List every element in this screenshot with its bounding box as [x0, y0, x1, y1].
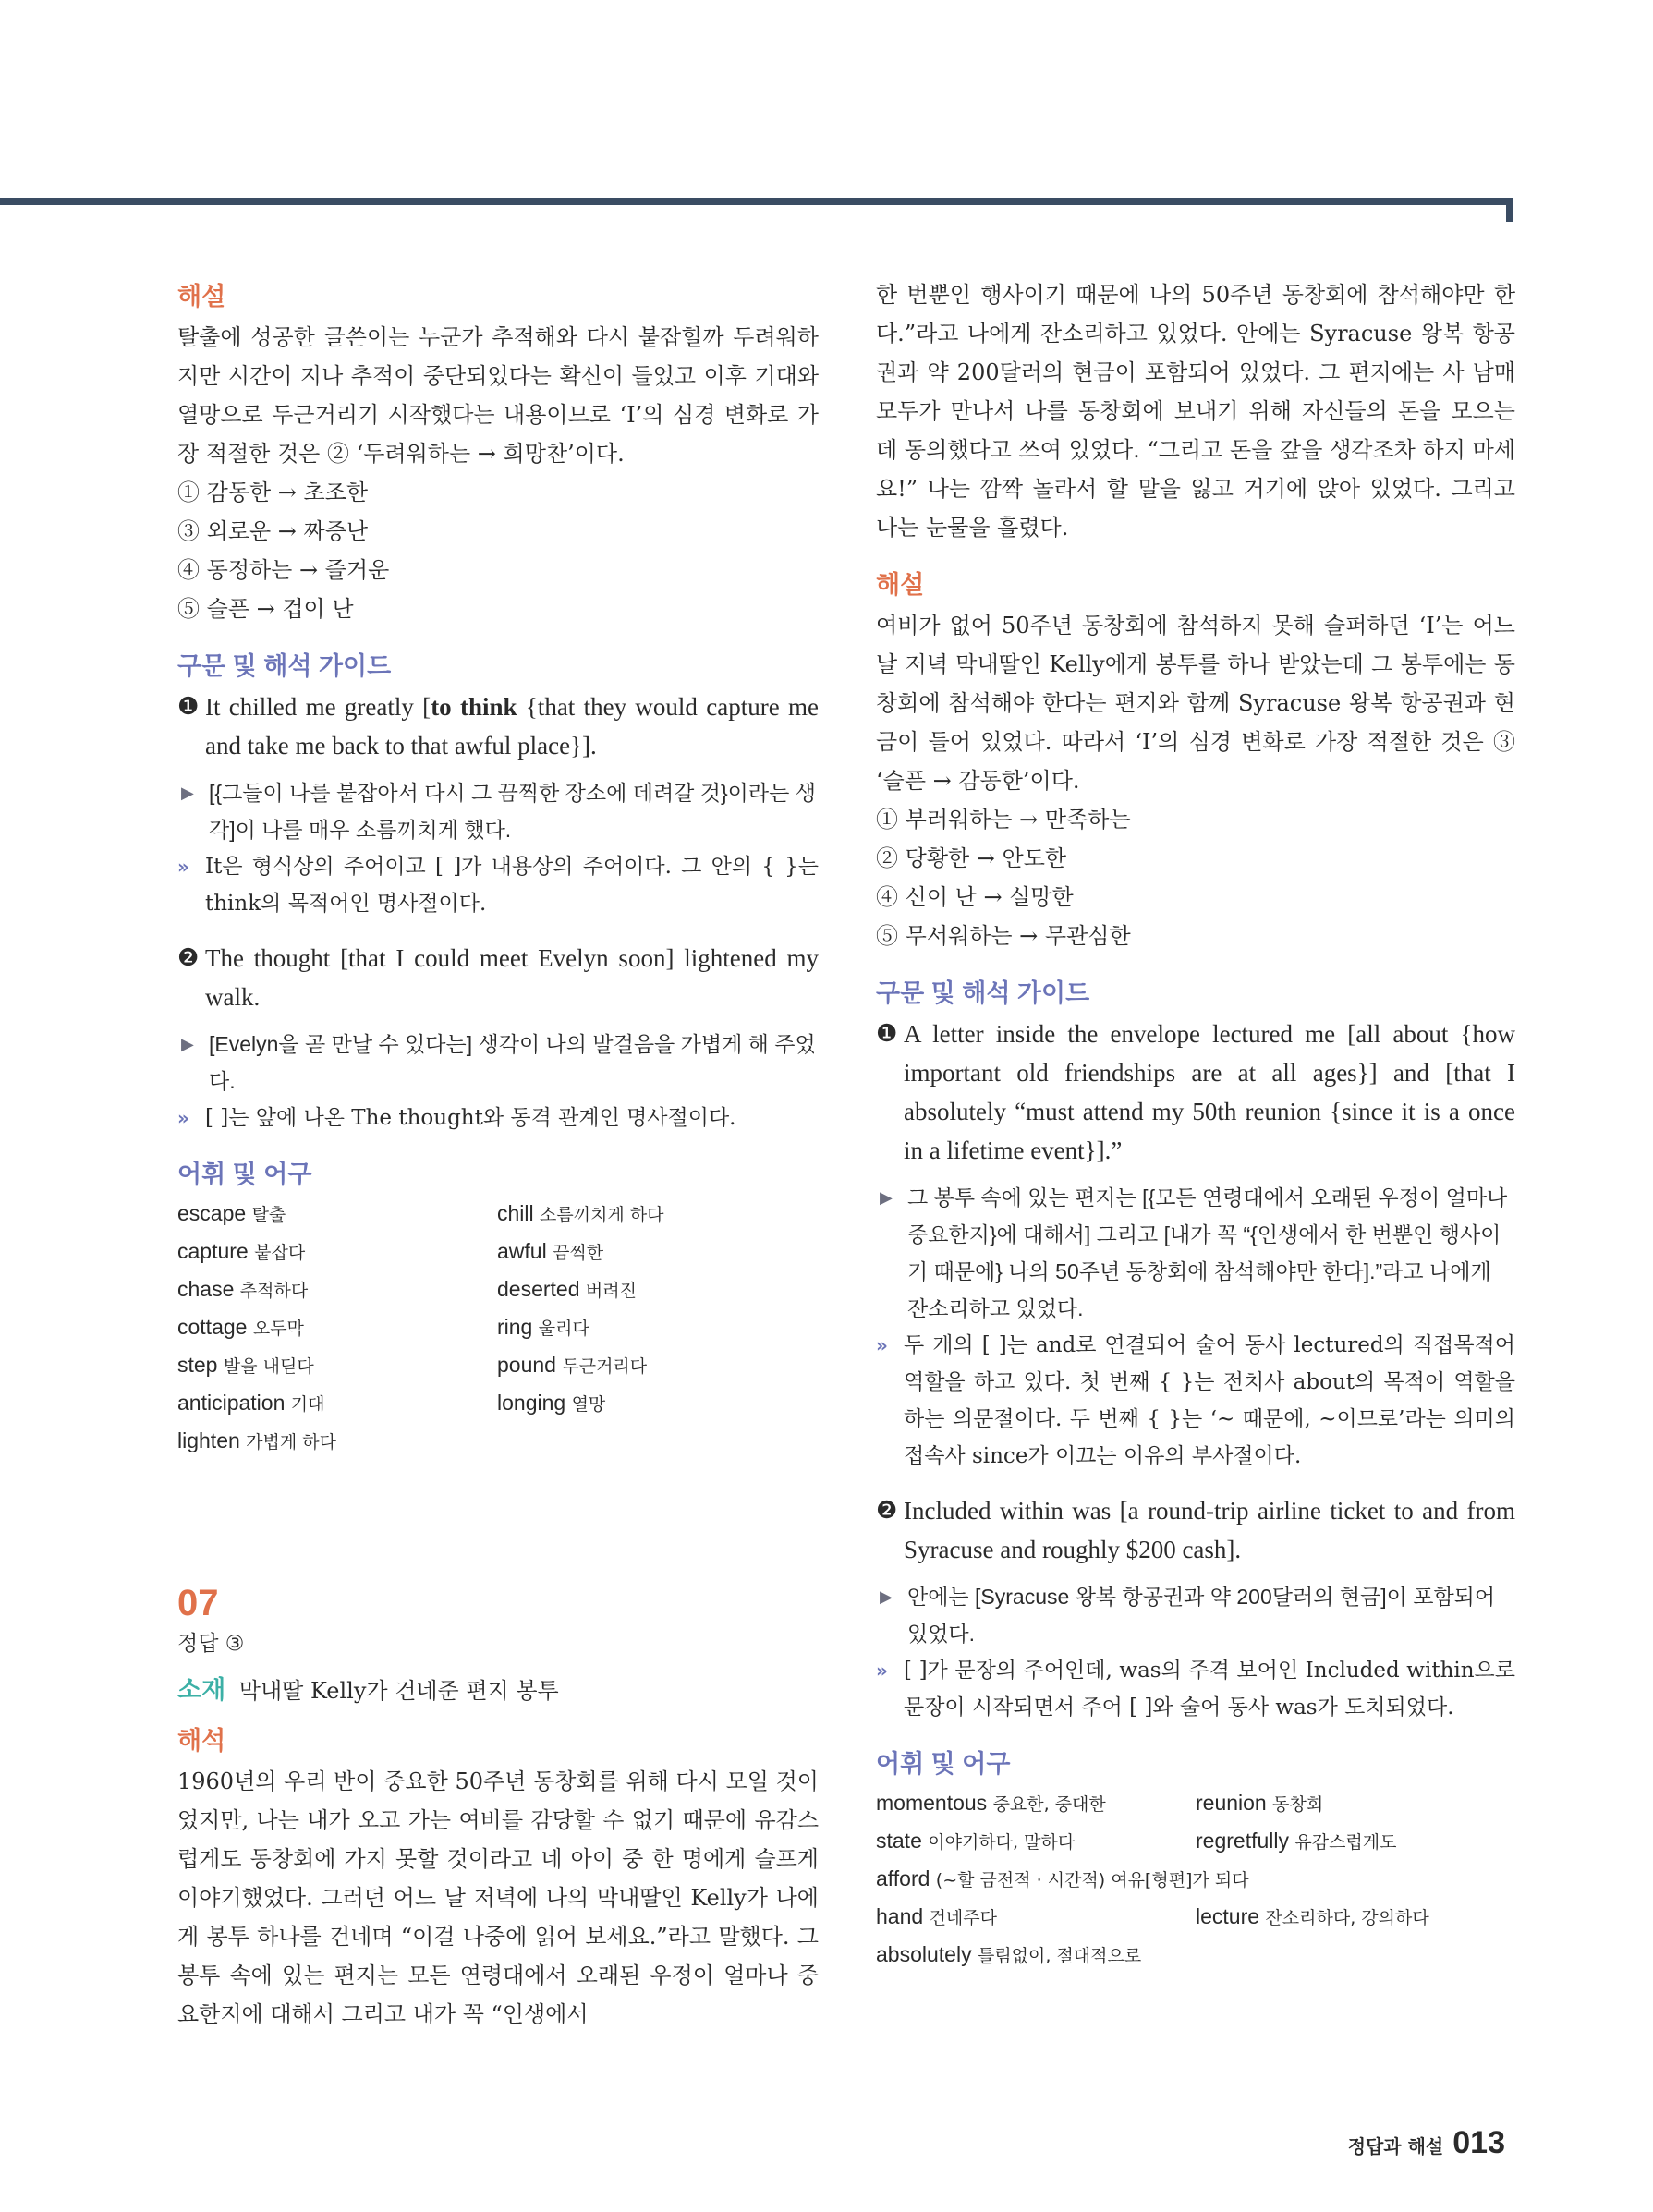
double-chevron-icon: » — [876, 1659, 888, 1682]
double-chevron-icon: » — [177, 1107, 189, 1129]
section-heading-translation: 해석 — [177, 1727, 226, 1755]
question-number: 07 — [177, 1583, 219, 1623]
page-footer — [1348, 2125, 1505, 2161]
vocabulary-list — [177, 1196, 819, 1461]
translation-2 — [177, 1026, 819, 1100]
double-chevron-icon: » — [177, 856, 189, 878]
vocab-item: state 이야기하다, 말하다 — [876, 1829, 1076, 1853]
translation-text: 안에는 [Syracuse 왕복 항공권과 약 200달러의 현금]이 포함되어 있었다. — [907, 1585, 1496, 1646]
triangle-arrow-icon: ▶ — [880, 1587, 893, 1606]
translation-text: 그 봉투 속에 있는 편지는 [{모든 연령대에서 오래된 우정이 얼마나 중요한지}에 대해서] 그리고 [내가 꼭 “{인생에서 한 번뿐인 행사이기 때문에} 나의 50주년 동창회에 참석해야만 한다].”라고 나에게 잔소리하고 있었다. — [907, 1185, 1508, 1320]
choice-line: ④ 신이 난 → 실망한 — [876, 884, 1074, 910]
sentence-part: {that they would capture me and take me back to that awful place}]. — [205, 693, 819, 760]
note-text: 두 개의 [ ]는 and로 연결되어 술어 동사 lectured의 직접목적어 역할을 하고 있다. 첫 번째 { }는 전치사 about의 목적어 역할을 하는 의문절이다. 두 번째 { }는 ‘~ 때문에, ~이므로’라는 의미의 접속사 since가 이끄는 이유의 부사절이다. — [904, 1333, 1515, 1468]
translation-text: [Evelyn을 곧 만날 수 있다는] 생각이 나의 발걸음을 가볍게 해 주었다. — [209, 1032, 816, 1093]
translation-paragraph: 1960년의 우리 반이 중요한 50주년 동창회를 위해 다시 모일 것이었지만, 나는 내가 오고 가는 여비를 감당할 수 없기 때문에 유감스럽게도 동창회에 가지 못할 것이라고 네 아이 중 한 명에게 슬프게 이야기했었다. 그러던 어느 날 저녁에 나의 막내딸인 Kelly가 나에게 봉투 하나를 건네며 “이걸 나중에 읽어 보세요.”라고 말했다. 그 봉투 속에 있는 편지는 모든 연령대에서 오래된 우정이 얼마나 중요한지에 대해서 그리고 내가 꼭 “인생에서 — [177, 1768, 819, 2027]
vocab-item: cottage 오두막 — [177, 1315, 304, 1339]
choice-line: ② 당황한 → 안도한 — [876, 845, 1067, 871]
translation-paragraph-continued: 한 번뿐인 행사이기 때문에 나의 50주년 동창회에 참석해야만 한다.”라고 나에게 잔소리하고 있었다. 안에는 Syracuse 왕복 항공권과 약 200달러의 현금이 포함되어 있었다. 그 편지에는 사 남매 모두가 만나서 나를 동창회에 보내기 위해 자신들의 돈을 모으는 데 동의했다고 쓰여 있었다. “그리고 돈을 갚을 생각조차 하지 마세요!” 나는 깜짝 놀라서 할 말을 잃고 거기에 앉아 있었다. 그리고 나는 눈물을 흘렸다. — [876, 282, 1515, 541]
topic-text: 막내딸 Kelly가 건네준 편지 봉투 — [238, 1678, 559, 1704]
vocab-item: regretfully 유감스럽게도 — [1196, 1829, 1397, 1853]
double-chevron-icon: » — [876, 1334, 888, 1356]
explanation-paragraph: 여비가 없어 50주년 동창회에 참석하지 못해 슬퍼하던 ‘I’는 어느 날 저녁 막내딸인 Kelly에게 봉투를 하나 받았는데 그 봉투에는 동창회에 참석해야 한다는 편지와 함께 Syracuse 왕복 항공권과 현금이 들어 있었다. 따라서 ‘I’의 심경 변화로 가장 적절한 것은 ③ ‘슬픈 → 감동한’이다. — [876, 613, 1515, 794]
vocab-item: hand 건네주다 — [876, 1904, 997, 1928]
vocab-item: chase 추적하다 — [177, 1277, 309, 1301]
translation-2 — [876, 1578, 1515, 1652]
section-heading-vocabulary: 어휘 및 어구 — [177, 1161, 312, 1188]
vocab-item: ring 울리다 — [497, 1315, 589, 1339]
vocab-item: step 발을 내딛다 — [177, 1353, 314, 1377]
header-bar — [0, 198, 1513, 205]
header-bar-tick — [1506, 198, 1513, 222]
section-heading-syntax-guide: 구문 및 해석 가이드 — [177, 652, 392, 680]
translation-text: [{그들이 나를 붙잡아서 다시 그 끔찍한 장소에 데려갈 것}이라는 생각]이 나를 매우 소름끼치게 했다. — [209, 781, 816, 842]
number-icon: ❶ — [177, 693, 200, 721]
triangle-arrow-icon: ▶ — [181, 784, 194, 802]
grammar-note-2 — [876, 1652, 1515, 1726]
explanation-paragraph: 탈출에 성공한 글쓴이는 누군가 추적해와 다시 붙잡힐까 두려워하지만 시간이 지나 추적이 중단되었다는 확신이 들었고 이후 기대와 열망으로 두근거리기 시작했다는 내용이므로 ‘I’의 심경 변화로 가장 적절한 것은 ② ‘두려워하는 → 희망찬’이다. — [177, 324, 819, 467]
vocab-item: awful 끔찍한 — [497, 1239, 604, 1263]
guide-sentence-1 — [177, 687, 819, 765]
vocabulary-list — [876, 1785, 1515, 1975]
section-heading-explanation: 해설 — [177, 283, 226, 310]
choice-line: ④ 동정하는 → 즐거운 — [177, 557, 390, 583]
number-icon: ❷ — [876, 1497, 898, 1525]
section-heading-explanation: 해설 — [876, 571, 925, 599]
vocab-item: absolutely 틀림없이, 절대적으로 — [876, 1942, 1142, 1966]
right-column — [876, 275, 1515, 1975]
vocab-item: escape 탈출 — [177, 1201, 286, 1225]
choice-line: ① 감동한 → 초조한 — [177, 480, 369, 505]
note-text: [ ]가 문장의 주어인데, was의 주격 보어인 Included within으로 문장이 시작되면서 주어 [ ]와 술어 동사 was가 도치되었다. — [904, 1659, 1515, 1720]
note-text: It은 형식상의 주어이고 [ ]가 내용상의 주어이다. 그 안의 { }는 think의 목적어인 명사절이다. — [205, 855, 819, 916]
vocab-item: afford (~할 금전적 · 시간적) 여유[형편]가 되다 — [876, 1866, 1249, 1890]
grammar-note-1 — [177, 848, 819, 922]
triangle-arrow-icon: ▶ — [181, 1035, 194, 1053]
sentence-text: A letter inside the envelope lectured me [all about {how important old friendships are at all ages}] and [that I absolutely “must attend my 50th reunion {since it is a once in a lifetime event}].” — [904, 1020, 1515, 1164]
answer-line: 정답 ③ — [177, 1632, 245, 1656]
vocab-item: pound 두근거리다 — [497, 1353, 648, 1377]
vocab-item: lecture 잔소리하다, 강의하다 — [1196, 1904, 1429, 1928]
vocab-item: chill 소름끼치게 하다 — [497, 1201, 664, 1225]
section-heading-syntax-guide: 구문 및 해석 가이드 — [876, 979, 1090, 1007]
grammar-note-1 — [876, 1327, 1515, 1475]
vocab-item: reunion 동창회 — [1196, 1791, 1324, 1815]
page-number: 013 — [1452, 2125, 1505, 2160]
footer-label: 정답과 해설 — [1347, 2135, 1444, 2157]
choice-line: ① 부러워하는 → 만족하는 — [876, 807, 1131, 833]
vocab-item: longing 열망 — [497, 1391, 606, 1415]
sentence-bold-part: to think — [431, 693, 517, 721]
grammar-note-2 — [177, 1100, 819, 1136]
choice-line: ⑤ 슬픈 → 겁이 난 — [177, 596, 354, 622]
choice-line: ③ 외로운 → 짜증난 — [177, 518, 369, 544]
sentence-part: It chilled me greatly [ — [205, 693, 431, 721]
vocab-item: capture 붙잡다 — [177, 1239, 306, 1263]
note-text: [ ]는 앞에 나온 The thought와 동격 관계인 명사절이다. — [205, 1106, 736, 1130]
translation-1 — [876, 1179, 1515, 1327]
vocab-item: momentous 중요한, 중대한 — [876, 1791, 1106, 1815]
topic-line — [177, 1671, 819, 1710]
left-column — [177, 275, 819, 2034]
guide-sentence-1 — [876, 1015, 1515, 1170]
sentence-text: Included within was [a round-trip airline ticket to and from Syracuse and roughly $200 cash]. — [904, 1497, 1515, 1563]
vocab-item: anticipation 기대 — [177, 1391, 325, 1415]
topic-label: 소재 — [177, 1676, 226, 1704]
guide-sentence-2 — [876, 1491, 1515, 1569]
triangle-arrow-icon: ▶ — [880, 1188, 893, 1207]
vocab-item: deserted 버려진 — [497, 1277, 637, 1301]
section-heading-vocabulary: 어휘 및 어구 — [876, 1750, 1011, 1778]
choice-line: ⑤ 무서워하는 → 무관심한 — [876, 923, 1131, 949]
translation-1 — [177, 774, 819, 848]
guide-sentence-2 — [177, 939, 819, 1016]
sentence-text: The thought [that I could meet Evelyn soon] lightened my walk. — [205, 944, 819, 1011]
vocab-item: lighten 가볍게 하다 — [177, 1428, 336, 1452]
number-icon: ❷ — [177, 944, 200, 972]
number-icon: ❶ — [876, 1020, 898, 1048]
